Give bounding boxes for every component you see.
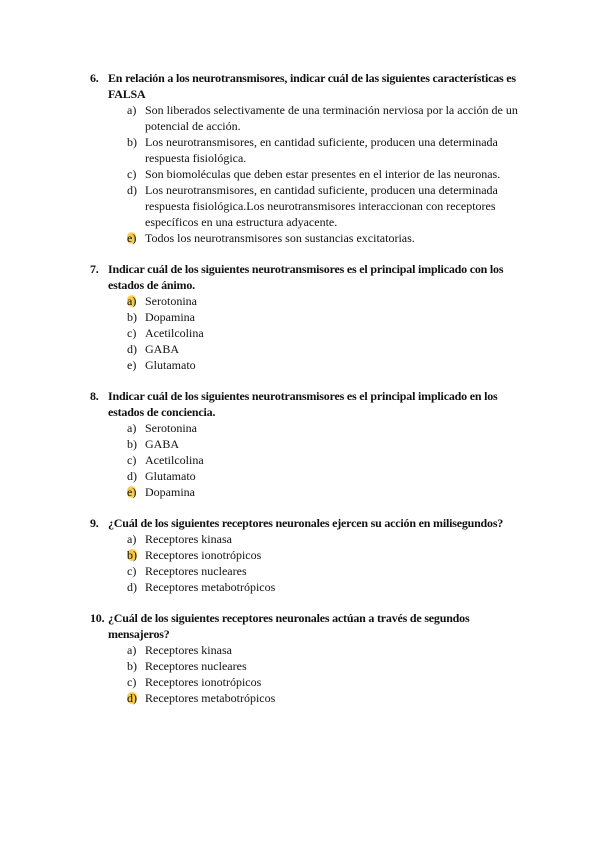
answer-option <box>127 642 527 658</box>
option-letter: c) <box>127 564 137 578</box>
option-letter: d) <box>127 342 137 356</box>
answer-option <box>127 341 527 357</box>
option-text: Receptores nucleares <box>145 564 247 578</box>
option-text: Dopamina <box>145 485 195 499</box>
option-list <box>90 531 530 595</box>
option-letter: a) <box>127 421 137 435</box>
answer-option <box>127 468 527 484</box>
option-text: Glutamato <box>145 469 196 483</box>
answer-option <box>127 658 527 674</box>
answer-option <box>127 531 527 547</box>
option-letter: b) <box>127 659 137 673</box>
option-letter: a) <box>127 103 137 117</box>
answer-option <box>127 182 527 230</box>
document-page <box>90 70 530 721</box>
option-text: Acetilcolina <box>145 453 204 467</box>
option-text: GABA <box>145 342 180 356</box>
option-text: Glutamato <box>145 358 196 372</box>
option-text: Serotonina <box>145 294 197 308</box>
option-text: Todos los neurotransmisores son sustancias excitatorias. <box>145 231 415 245</box>
highlighted-option-letter: e) <box>127 485 137 499</box>
answer-option <box>127 309 527 325</box>
answer-option <box>127 690 527 706</box>
option-letter: b) <box>127 437 137 451</box>
option-text: Receptores metabotrópicos <box>145 691 276 705</box>
option-text: Los neurotransmisores, en cantidad suficiente, producen una determinada respuesta fisiológica.Los neurotransmisores interaccionan con receptores específicos en una estructura adyacente. <box>145 183 498 229</box>
question-text: Indicar cuál de los siguientes neurotransmisores es el principal implicado con los estados de ánimo. <box>108 262 504 292</box>
question-heading <box>90 70 530 102</box>
option-letter: b) <box>127 135 137 149</box>
option-letter: c) <box>127 167 137 181</box>
option-text: Son liberados selectivamente de una terminación nerviosa por la acción de un potencial de acción. <box>145 103 518 133</box>
answer-option <box>127 484 527 500</box>
question-number: 6. <box>90 71 99 85</box>
answer-option <box>127 325 527 341</box>
option-letter: c) <box>127 675 137 689</box>
option-letter: b) <box>127 310 137 324</box>
answer-option <box>127 102 527 134</box>
answer-option <box>127 230 527 246</box>
question-heading <box>90 515 530 531</box>
option-text: Los neurotransmisores, en cantidad suficiente, producen una determinada respuesta fisiológica. <box>145 135 498 165</box>
option-letter: d) <box>127 469 137 483</box>
question-number: 8. <box>90 389 99 403</box>
question-heading <box>90 388 530 420</box>
option-text: GABA <box>145 437 180 451</box>
question-number: 7. <box>90 262 99 276</box>
option-list <box>90 420 530 500</box>
question-text: ¿Cuál de los siguientes receptores neuronales actúan a través de segundos mensajeros? <box>108 611 470 641</box>
option-list <box>90 293 530 373</box>
question <box>90 261 530 373</box>
highlighted-option-letter: a) <box>127 294 137 308</box>
highlighted-option-letter: b) <box>127 548 137 562</box>
question-number: 10. <box>90 611 105 625</box>
question <box>90 388 530 500</box>
question-text: En relación a los neurotransmisores, indicar cuál de las siguientes características es FALSA <box>108 71 516 101</box>
option-list <box>90 642 530 706</box>
answer-option <box>127 579 527 595</box>
option-text: Acetilcolina <box>145 326 204 340</box>
highlighted-option-letter: d) <box>127 691 137 705</box>
option-text: Serotonina <box>145 421 197 435</box>
answer-option <box>127 357 527 373</box>
answer-option <box>127 134 527 166</box>
option-letter: c) <box>127 326 137 340</box>
answer-option <box>127 674 527 690</box>
highlighted-option-letter: e) <box>127 231 137 245</box>
option-letter: c) <box>127 453 137 467</box>
question <box>90 70 530 246</box>
option-letter: d) <box>127 580 137 594</box>
answer-option <box>127 452 527 468</box>
question-text: Indicar cuál de los siguientes neurotransmisores es el principal implicado en los estados de conciencia. <box>108 389 498 419</box>
answer-option <box>127 166 527 182</box>
option-text: Receptores nucleares <box>145 659 247 673</box>
answer-option <box>127 420 527 436</box>
answer-option <box>127 547 527 563</box>
question-heading <box>90 261 530 293</box>
question-text: ¿Cuál de los siguientes receptores neuronales ejercen su acción en milisegundos? <box>108 516 504 530</box>
option-list <box>90 102 530 246</box>
option-text: Receptores ionotrópicos <box>145 675 262 689</box>
option-letter: e) <box>127 358 137 372</box>
question-number: 9. <box>90 516 99 530</box>
question <box>90 515 530 595</box>
option-text: Receptores metabotrópicos <box>145 580 276 594</box>
answer-option <box>127 436 527 452</box>
question <box>90 610 530 706</box>
option-letter: a) <box>127 532 137 546</box>
option-letter: a) <box>127 643 137 657</box>
answer-option <box>127 563 527 579</box>
option-text: Son biomoléculas que deben estar presentes en el interior de las neuronas. <box>145 167 501 181</box>
option-letter: d) <box>127 183 137 197</box>
option-text: Receptores ionotrópicos <box>145 548 262 562</box>
answer-option <box>127 293 527 309</box>
question-heading <box>90 610 530 642</box>
option-text: Receptores kinasa <box>145 532 232 546</box>
option-text: Receptores kinasa <box>145 643 232 657</box>
option-text: Dopamina <box>145 310 195 324</box>
